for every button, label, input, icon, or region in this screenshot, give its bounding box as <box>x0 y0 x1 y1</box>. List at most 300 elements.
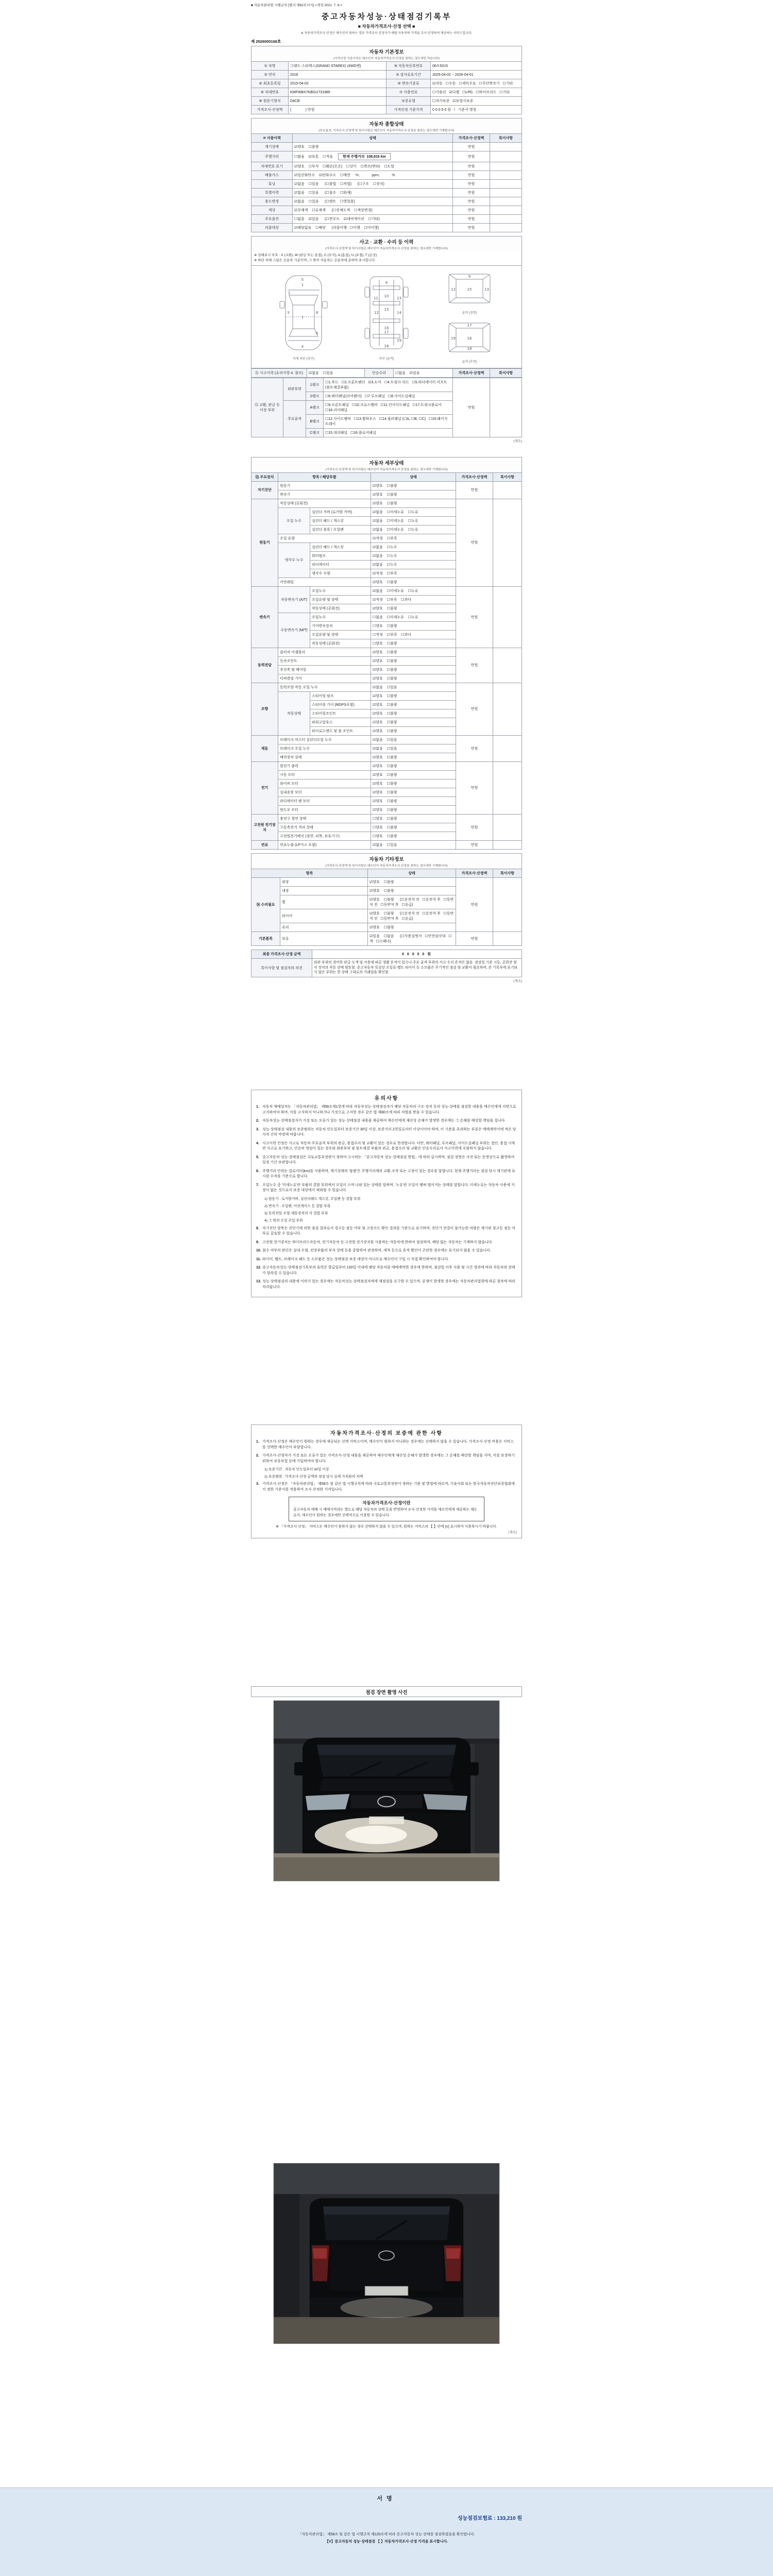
main-frame-label: 주요골격 <box>283 400 306 437</box>
price-estimate-cell: 만원 <box>453 206 490 215</box>
remark-cell <box>493 814 522 840</box>
field-value: KMFWBX7KBGU731985 <box>289 88 386 97</box>
notice-section <box>251 1090 522 1297</box>
device-item-label: 스티어링 기어 (MDPS포함) <box>310 700 371 709</box>
field-value: 06모5015 <box>431 62 522 71</box>
notice-item-number: 3. <box>256 1127 259 1131</box>
svg-text:10: 10 <box>384 294 389 299</box>
field-value: 0 0 0 0 0 원 / 기준서 명칭 : <box>431 106 522 114</box>
other-info-table <box>251 869 522 946</box>
section-note: (가격조사·산정액 및 특이사항은 매수인이 자동차가격조사·산정을 원하는 경우에만 기재합니다) <box>325 864 448 868</box>
condition-checkbox-group: ☑양호 ☐불량 <box>371 709 456 718</box>
remark-cell <box>490 224 522 232</box>
final-amount-label: 최종 가격조사·산정 금액 <box>251 950 312 958</box>
service-mark-line: 【V】중고자동차 성능·상태점검 【 】자동차가격조사·산정 가격을 표시합니다. <box>325 2540 448 2544</box>
inspection-photos-section <box>251 1686 522 2344</box>
front-photo-wrap <box>251 1700 522 1882</box>
diagram-caption: 하부 (골격) <box>379 358 394 361</box>
condition-checkbox-group: ☐없음 ☑있음 (☐썬루프 ☑네비게이션 ☐기타) <box>293 215 453 224</box>
rank2-label: 2랭크 <box>306 392 324 400</box>
rankB-label: B랭크 <box>306 414 324 428</box>
overall-body <box>251 143 522 232</box>
svg-text:15: 15 <box>467 287 472 292</box>
page-continue-marker: (계속) <box>513 439 522 443</box>
basic-info-row <box>251 79 522 88</box>
simple-repair-label: 단순수리 <box>365 368 394 377</box>
field-value: 2016 <box>289 71 386 79</box>
condition-checkbox-group: ☑양호 ☐불량 <box>371 805 456 814</box>
svg-text:19: 19 <box>397 338 401 343</box>
svg-text:13: 13 <box>484 287 489 292</box>
field-value: D4CB <box>289 97 386 106</box>
basic-info-table <box>251 61 522 114</box>
section-note: (가격조사·산정액 및 특이사항은 매수인이 자동차가격조사·산정을 원하는 경우에만 기재합니다) <box>325 468 448 471</box>
condition-checkbox-group: ☑없음 ☐미세누유 ☐누유 <box>371 525 456 534</box>
price-estimate-cell: 만원 <box>453 162 490 171</box>
field-label: ③ 검사유효기간 <box>386 71 431 79</box>
condition-checkbox-group: ☑없음 ☐있음 (☐렌트 ☐영업용) <box>293 197 453 206</box>
condition-checkbox-group: ☑없음 ☐누수 <box>371 560 456 569</box>
condition-checkbox-group: ☑없음 ☐누수 <box>371 551 456 560</box>
overall-condition-header <box>251 118 522 133</box>
exchange-panel-table <box>251 378 522 437</box>
svg-text:7: 7 <box>301 316 304 320</box>
overall-condition-section <box>251 118 522 232</box>
document-number: 제 2526000166호 <box>251 39 281 44</box>
warranty-section <box>251 1425 522 1538</box>
form-reference-note: ■ 자동차관리법 시행규칙 [별지 제82호서식] <개정 2021. 7. 6.> <box>251 4 342 7</box>
notice-item-text: 사고이력 인정은 사고로 자동차 주요골격 부위의 판금, 용접수리 및 교환이 있는 경우로 한정합니다. 다만, 쿼터패널, 루프패널, 사이드실패널 부위는 절단, 용접 시에만 사고로 표기하고, 단순히 꺾임이 있는 경우와 외판부위 및 볼트체결 부품의 판금, 용접수리 및 교환은 단순수리로서 사고이력에 포함하지 않습니다. <box>262 1141 515 1151</box>
detail-head-row <box>251 472 522 481</box>
device-item-label: 외장 <box>280 877 368 886</box>
remark-cell <box>490 143 522 151</box>
condition-checkbox-group: ☐양호 ☐불량 <box>371 639 456 648</box>
overall-row <box>251 224 522 232</box>
condition-checkbox-group: ☑양호 ☐부식 ☐훼손(오손) ☐상이 ☐변조(변타) ☐도말 <box>293 162 453 171</box>
svg-text:17: 17 <box>467 323 472 328</box>
photos-header <box>251 1686 522 1697</box>
device-row <box>251 840 522 849</box>
field-label: ⑧ 원동기형식 <box>251 97 289 106</box>
price-estimate-cell: 만원 <box>456 499 493 586</box>
overall-condition-table <box>251 133 522 232</box>
remark-cell <box>490 180 522 189</box>
other-info-section <box>251 853 522 946</box>
notice-item <box>256 1248 517 1254</box>
field-value: ☐가솔린 ☑디젤 ☐LPG ☐하이브리드 ☐기타 <box>431 88 522 97</box>
device-item-label: 클러치 어셈블리 <box>278 648 371 656</box>
device-item-label: 기어변속장치 <box>310 621 371 630</box>
price-estimate-cell: 만원 <box>456 814 493 840</box>
field-label: 가격산정 기준가격 <box>386 106 431 114</box>
svg-text:3: 3 <box>287 311 290 315</box>
final-price-table <box>251 950 522 978</box>
car-underbody-diagram-icon <box>354 273 419 353</box>
accident-history-label: ⑪ 사고이력 (유의사항 4. 참조) <box>251 368 307 377</box>
device-item-label: 시동 모터 <box>278 770 371 779</box>
remark-cell <box>493 877 522 931</box>
condition-checkbox-group: ☑양호 ☐불량 <box>368 886 456 895</box>
condition-checkbox-group: ☑양호 ☐불량 <box>371 788 456 796</box>
rankB-items-checkboxes: ☐12.사이드멤버 ☐13.휠하우스 ☐14.필러패널 (☐A, ☐B, ☐C) ☐19.패키지트레이 <box>324 414 453 428</box>
device-item-label: 구동축전지 격리 상태 <box>278 823 371 832</box>
notice-item-number: 3. <box>256 1482 259 1486</box>
rankC-items-checkboxes: ☐15.대쉬패널 ☐16.플로어패널 <box>324 428 453 437</box>
svg-text:8: 8 <box>316 311 318 315</box>
use-history-item-label: 주요옵션 <box>251 215 293 224</box>
device-item-label: 원동기 <box>278 481 371 490</box>
notice-item <box>256 1265 517 1276</box>
device-subgroup-label: 작동상태 <box>278 691 310 735</box>
detailed-condition-section <box>251 457 522 850</box>
condition-checkbox-group: ☑없음 ☐있음 <box>371 735 456 744</box>
notice-item-number: 6. <box>256 1169 259 1173</box>
device-item-label: 작동상태 (공회전) <box>310 604 371 613</box>
notice-title: 유의사항 <box>374 1096 399 1102</box>
basic-info-row <box>251 106 522 114</box>
price-column-header: 가격조사·산정액 <box>456 869 493 877</box>
notice-item <box>256 1141 517 1152</box>
use-history-column-header: ⑩ 사용이력 <box>251 134 293 143</box>
rankA-items-checkboxes: ☐9.프론트패널 ☐10.크로스멤버 ☐11.인사이드패널 ☐17.트렁크플로어 ☐18.리어패널 <box>324 400 453 414</box>
condition-checkbox-group: ☑일산화탄소 ☑탄화수소 ☐매연 %, ppm, % <box>293 171 453 180</box>
remark-cell <box>493 586 522 648</box>
notice-subitem: 2) 보증범위 : 가격조사·산정 금액과 점검 당시 실제 가치와의 차액 <box>264 1475 363 1479</box>
section-title: 자동차 세부상태 <box>369 460 404 466</box>
basic-info-section <box>251 46 522 114</box>
device-row <box>251 761 522 770</box>
device-group-label: 고전원 전기장치 <box>251 814 278 840</box>
accident-history-section <box>251 236 522 443</box>
device-item-label: 실린더 헤드 / 개스킷 <box>310 543 371 551</box>
condition-checkbox-group: ☑없음 ☐있음 (☐침수 ☐화재) <box>293 189 453 197</box>
field-label: ① 차명 <box>251 62 289 71</box>
overall-row <box>251 197 522 206</box>
notice-item-number: 4. <box>256 1141 259 1145</box>
condition-checkbox-group: ☐양호 ☐불량 <box>371 832 456 840</box>
condition-checkbox-group: ☑양호 ☐불량 <box>371 753 456 761</box>
diagram-basis-line: ※ 하단 차체 그림은 승용차 기준이며, 그 밖의 자동차는 승용차에 준하여 표시합니다. <box>254 259 376 263</box>
device-item-label: 작동상태 (공회전) <box>278 499 371 507</box>
section-title: 자동차 기타정보 <box>369 856 404 862</box>
device-item-label: 타이로드엔드 및 볼 조인트 <box>310 726 371 735</box>
remark-column-header: 특이사항 <box>493 869 522 877</box>
condition-checkbox-group: ☐적정 ☐부족 ☐과다 <box>371 630 456 639</box>
overall-row <box>251 162 522 171</box>
price-estimate-cell: 만원 <box>453 197 490 206</box>
device-item-label: 냉각수 수량 <box>310 569 371 578</box>
rank2-items-checkboxes: ☐6.쿼터패널(리어펜더) ☐7.루프패널 ☐8.사이드실패널 <box>324 392 453 400</box>
svg-text:17: 17 <box>384 330 389 335</box>
measurement-units: %, ppm, % <box>355 174 395 177</box>
field-value: 2015-04-02 <box>289 79 386 88</box>
use-history-item-label: 튜닝 <box>251 180 293 189</box>
field-value: ☐자가보증 ☑보험사보증 <box>431 97 522 106</box>
notice-item <box>256 1257 517 1263</box>
remark-cell <box>493 931 522 945</box>
price-estimate-cell: 만원 <box>456 877 493 931</box>
rank1-label: 1랭크 <box>306 378 324 392</box>
price-estimate-cell: 만원 <box>453 215 490 224</box>
simple-repair-checkboxes: ☐없음 ☑있음 <box>394 368 453 377</box>
diagram-caption: 골격 (후면) <box>462 360 477 364</box>
price-estimate-cell: 만원 <box>456 481 493 499</box>
device-item-label: 발전기 출력 <box>278 761 371 770</box>
device-item-label: 휠 <box>280 895 368 909</box>
remark-cell <box>490 197 522 206</box>
inspection-photo-front <box>273 1700 500 1882</box>
device-item-label: 충전구 절연 상태 <box>278 814 371 823</box>
inspector-opinion-row <box>251 958 522 977</box>
device-group-label: 기본품목 <box>251 931 280 945</box>
device-item-label: 타이어 <box>280 909 368 923</box>
svg-text:12: 12 <box>451 287 456 292</box>
condition-checkbox-group: ☑적정 ☐부족 <box>371 534 456 543</box>
device-item-label: 파워고압호스 <box>310 718 371 726</box>
status-code-legend <box>251 251 522 266</box>
notice-item-text: 성능·상태점검 내용의 보증범위는 자동차 인도일부터 보증기간 30일 이상, 보증거리 2천킬로미터 이상이어야 하며, 이 기준을 초과하는 부분은 매매계약서에 적은 당사자 간의 약정에 따릅니다. <box>262 1127 516 1137</box>
device-column-header: ⑬ 주요장치 <box>251 472 278 481</box>
car-rear-frame-diagram-icon <box>436 319 502 356</box>
device-group-label: 연료 <box>251 840 278 849</box>
field-label: ⑨ 자동차등록번호 <box>386 62 431 71</box>
condition-checkbox-group: ☑적정 ☐부족 ☐과다 <box>371 595 456 604</box>
notice-item-number: 8. <box>256 1226 259 1230</box>
remark-column-header: 특이사항 <box>490 368 522 377</box>
device-item-label: 스티어링조인트 <box>310 709 371 718</box>
condition-checkbox-group: ☑양호 ☐불량 <box>368 877 456 886</box>
state-column-header: 상태 <box>368 869 456 877</box>
field-label: ⑤ 변속기종류 <box>386 79 431 88</box>
field-value: 그랜드 스타렉스(GRAND STAREX) (4WD밴) <box>289 62 386 71</box>
notice-item-text: 중고자동차성능·상태점검기록부의 효력은 발급일부터 120일 이내에 해당 자동차를 매매계약한 경우에 한하며, 점검일 이후 사용 및 시간 경과에 따라 자동차의 상태가 달라질 수 있습니다. <box>262 1266 515 1275</box>
condition-checkbox-group: ☑양호 ☐불량 <box>371 604 456 613</box>
remark-cell <box>490 189 522 197</box>
diagram-caption: 골격 (전면) <box>462 311 477 315</box>
use-history-item-label: 차대번호 표기 <box>251 162 293 171</box>
device-item-label: 스티어링 펌프 <box>310 691 371 700</box>
notice-item <box>256 1169 517 1180</box>
device-item-label: 오일누수 <box>310 586 371 595</box>
price-estimate-cell: 만원 <box>453 180 490 189</box>
device-item-label: 브레이크 마스터 실린더오일 누수 <box>278 735 371 744</box>
notice-item <box>256 1482 517 1493</box>
fee-value: 133,210 원 <box>497 2516 522 2521</box>
device-item-label: 브레이크 오일 누수 <box>278 744 371 753</box>
section-title: 점검 장면 촬영 사진 <box>365 1689 408 1696</box>
warranty-list <box>256 1439 517 1493</box>
field-value: ( ) 만원 <box>289 106 386 114</box>
device-item-label: 실내송풍 모터 <box>278 788 371 796</box>
condition-checkbox-group: ☑있음 ☐없음 (☐사용설명서 ☐안전삼각대 ☐잭 ☐스패너) <box>368 931 456 945</box>
device-row <box>251 683 522 691</box>
document-header <box>251 11 522 44</box>
field-label: ② 연식 <box>251 71 289 79</box>
condition-checkbox-group: ☑적정 ☐부족 <box>371 569 456 578</box>
price-survey-definition-box <box>289 1497 484 1521</box>
device-item-label: 배력장치 상태 <box>278 753 371 761</box>
notice-item-number: 2. <box>256 1119 259 1123</box>
svg-text:16: 16 <box>467 336 472 341</box>
device-row <box>251 735 522 744</box>
device-group-label: 동력전달 <box>251 648 278 683</box>
device-group-label: 변속기 <box>251 586 278 648</box>
notice-subitem: 1) 보증기간 : 자동차 인도일부터 30일 이상 <box>264 1468 329 1472</box>
field-label: 보증유형 <box>386 97 431 106</box>
price-estimate-cell: 만원 <box>456 586 493 648</box>
notice-item-number: 10. <box>256 1249 261 1253</box>
svg-text:15: 15 <box>384 308 389 312</box>
device-row <box>251 586 522 595</box>
car-underbody-figure <box>354 273 419 361</box>
notice-item-text: 중고자동차 성능·상태점검은 국토교통부장관이 정하여 고시하는 「중고자동차 성능·상태점검 방법」에 따라 실시하며, 점검 장면은 사진 또는 동영상으로 촬영하여 일정 기간 보관합니다. <box>262 1155 515 1165</box>
device-row <box>251 814 522 823</box>
condition-checkbox-group: ☑없음 ☐있음 <box>371 744 456 753</box>
price-estimate-cell: 만원 <box>453 171 490 180</box>
notice-item-text: 가격조사·산정은 매수인이 원하는 경우에 제공되는 선택 서비스이며, 매수인이 원하지 아니하는 경우에는 선택하지 않을 수 있습니다. 가격조사·산정 비용은 서비스를 선택한 매수인이 부담합니다. <box>262 1440 514 1449</box>
use-history-item-label: 주행거리 <box>251 151 293 162</box>
device-item-label: 워터펌프 <box>310 551 371 560</box>
condition-checkbox-group: ☑양호 ☐불량 <box>371 726 456 735</box>
svg-text:14: 14 <box>397 311 401 315</box>
device-item-label: 오일유량 및 상태 <box>310 630 371 639</box>
remark-cell <box>493 481 522 499</box>
device-item-label: 변속기 <box>278 490 371 499</box>
device-row <box>251 499 522 507</box>
device-group-label: 원동기 <box>251 499 278 586</box>
basic-info-header <box>251 46 522 61</box>
remark-cell <box>490 378 522 437</box>
svg-text:11: 11 <box>374 296 378 301</box>
condition-checkbox-group: ☑양호 ☐불량 <box>371 499 456 507</box>
accident-history-header <box>251 236 522 251</box>
field-label: ⑦ 사용연료 <box>386 88 431 97</box>
inspection-photo-rear <box>273 2163 500 2344</box>
svg-text:9: 9 <box>385 281 388 285</box>
condition-checkbox-group: ☑양호 ☐불량 (☐운전석 전 ☐운전석 후 ☐동반석 전 ☐동반석 후 ☐응급) <box>368 909 456 923</box>
notice-item <box>256 1439 517 1450</box>
legal-confirmation-line: 「자동차관리법」 제58조 및 같은 법 시행규칙 제120조에 따라 중고자동차 성능·상태를 점검하였음을 확인합니다. <box>298 2533 475 2536</box>
price-estimate-cell: 만원 <box>453 189 490 197</box>
basic-info-row <box>251 97 522 106</box>
device-row <box>251 481 522 490</box>
notice-subitem: 4) 그 밖의 오일 주입 부위 <box>264 1219 303 1223</box>
price-survey-service-note: ※ 자동차가격조사·산정은 매수인이 원하는 경우 가격조사·산정자가 해당 자동차의 가격을 조사·산정하여 제공하는 서비스입니다. <box>300 32 473 35</box>
remark-cell <box>493 761 522 814</box>
notice-item-text: 자기진단 항목은 진단기에 의한 점검 결과로서 경고등 점등 여부 및 고장코드 확인 결과를 기준으로 표기하며, 진단기 연결이 불가능한 차량은 계기판 경고등 점등 여부로 갈음할 수 있습니다. <box>262 1226 516 1236</box>
condition-checkbox-group: ☑없음 ☐누수 <box>371 543 456 551</box>
notice-item-text: 침수 여부의 판단은 실내 오염, 전장부품의 부식 상태 등을 종합하여 판정하며, 세척 등으로 흔적 확인이 곤란한 경우에는 표기되지 않을 수 있습니다. <box>262 1249 491 1253</box>
accident-flags-table <box>251 368 522 378</box>
notice-item-text: 성능·상태점검의 내용에 이의가 있는 경우에는 자동차성능·상태점검자에게 재점검을 요구할 수 있으며, 분쟁이 발생한 경우에는 자동차관리법령에 따른 절차에 따라 처리됩니다. <box>262 1280 515 1289</box>
device-group-label: 조향 <box>251 683 278 735</box>
device-item-label: 오일 유량 <box>278 534 371 543</box>
device-item-label: 오일유량 및 상태 <box>310 595 371 604</box>
price-estimate-cell: 만원 <box>453 151 490 162</box>
notice-item-text: 가격조사·산정은 「자동차관리법」 제58조 및 같은 법 시행규칙에 따라 국토교통부장관이 정하는 기준 및 방법에 따르며, 기술사회 또는 한국자동차진단보증협회에서 정한 기준서를 적용하여 조사·산정한 가격입니다. <box>262 1482 515 1492</box>
overall-row <box>251 143 522 151</box>
condition-checkbox-group: ☑양호 ☐불량 <box>371 761 456 770</box>
item-column-header: 항목 / 해당부품 <box>278 472 371 481</box>
overall-row <box>251 189 522 197</box>
rear-photo-wrap <box>251 2163 522 2344</box>
device-item-label: 라디에이터 팬 모터 <box>278 796 371 805</box>
use-history-item-label: 계기상태 <box>251 143 293 151</box>
remark-cell <box>493 840 522 849</box>
field-value: 2025-04-02 ~ 2026-04-01 <box>431 71 522 79</box>
condition-checkbox-group: ☑양호 ☐불량 <box>368 923 456 931</box>
device-item-label: 동력조향 작동 오일 누수 <box>278 683 371 691</box>
field-label: ④ 최초등록일 <box>251 79 289 88</box>
inspection-insurance-fee <box>251 2514 522 2521</box>
remark-cell <box>493 735 522 761</box>
car-rear-frame-figure <box>436 319 502 364</box>
svg-text:5: 5 <box>301 278 304 282</box>
section-note: (가격산정 기준가격은 매수인이 자동차가격조사·산정을 원하는 경우에만 적습니다) <box>333 57 440 60</box>
car-top-view-diagram-icon <box>271 273 337 353</box>
condition-checkbox-group: ☑없음 ☐있음 <box>371 683 456 691</box>
device-item-label: 연료누출 (LP가스 포함) <box>278 840 371 849</box>
rankA-label: A랭크 <box>306 400 324 414</box>
final-amount-value: 0 0 0 0 0 원 <box>312 950 522 958</box>
svg-text:13: 13 <box>397 296 401 301</box>
device-subgroup-label: 오일 누수 <box>278 507 310 534</box>
notice-item-number: 1. <box>256 1105 259 1109</box>
overall-head-row <box>251 134 522 143</box>
condition-checkbox-group: ☑없음 ☐미세누유 ☐누유 <box>371 516 456 525</box>
etc-body <box>251 877 522 945</box>
notice-item <box>256 1105 517 1115</box>
price-survey-select-banner: ■ 자동차가격조사·산정 선택 ■ <box>358 24 415 29</box>
condition-checkbox-group: ☑양호 ☐불량 <box>371 691 456 700</box>
device-item-label: 고전원전기배선 (절연, 피복, 보호기구) <box>278 832 371 840</box>
notice-item <box>256 1240 517 1246</box>
use-history-item-label: 리콜대상 <box>251 224 293 232</box>
notice-item-text: 자동차성능·상태점검자가 거짓 또는 오류가 있는 성능·상태점검 내용을 제공하여 매수인에게 재산상 손해가 발생한 경우에는 그 손해를 배상할 책임을 집니다. <box>262 1119 506 1123</box>
car-top-view-figure <box>271 273 337 361</box>
condition-checkbox-group: ☑양호 ☐불량 <box>371 665 456 674</box>
notice-item-number: 2. <box>256 1454 259 1458</box>
price-column-header: 가격조사·산정액 <box>453 134 490 143</box>
warranty-title: 자동차가격조사·산정의 보증에 관한 사항 <box>330 1431 443 1437</box>
signature-band <box>0 2487 773 2576</box>
condition-checkbox-group: ☑양호 ☐불량 <box>371 718 456 726</box>
section-title: 사고 · 교환 · 수리 등 이력 <box>359 240 414 245</box>
accident-flags-row <box>251 368 522 377</box>
device-group-label: 자기진단 <box>251 481 278 499</box>
remark-cell <box>493 683 522 735</box>
svg-text:12: 12 <box>374 311 379 315</box>
condition-checkbox-group: ☐양호 ☐불량 <box>371 814 456 823</box>
svg-text:16: 16 <box>384 326 389 331</box>
final-amount-row <box>251 950 522 958</box>
field-value: ☑자동 ☐수동 ☐세미오토 ☐무단변속기 ☐기타 <box>431 79 522 88</box>
section-title: 자동차 종합상태 <box>369 122 404 127</box>
outer-panel-label: 외판부위 <box>283 378 306 400</box>
basic-info-row <box>251 88 522 97</box>
field-label: ⑥ 차대번호 <box>251 88 289 97</box>
price-column-header: 가격조사·산정액 <box>456 472 493 481</box>
remark-cell <box>490 162 522 171</box>
device-item-label: 유리 <box>280 923 368 931</box>
notice-subitem: 2) 변속기 : 오일팬, 미션케이스 등 결합 부위 <box>264 1205 331 1208</box>
car-front-frame-figure <box>436 270 502 315</box>
device-subgroup-label: 자동변속기 (A/T) <box>278 586 310 613</box>
svg-text:18: 18 <box>467 346 472 351</box>
condition-checkbox-group: ☐양호 ☐불량 <box>371 621 456 630</box>
use-history-item-label: 색상 <box>251 206 293 215</box>
notice-item-text: 고전원 전기장치는 하이브리드자동차, 전기자동차 등 고전원 전기장치를 사용하는 자동차에 한하여 점검하며, 해당 없는 자동차는 기재하지 않습니다. <box>262 1240 493 1244</box>
